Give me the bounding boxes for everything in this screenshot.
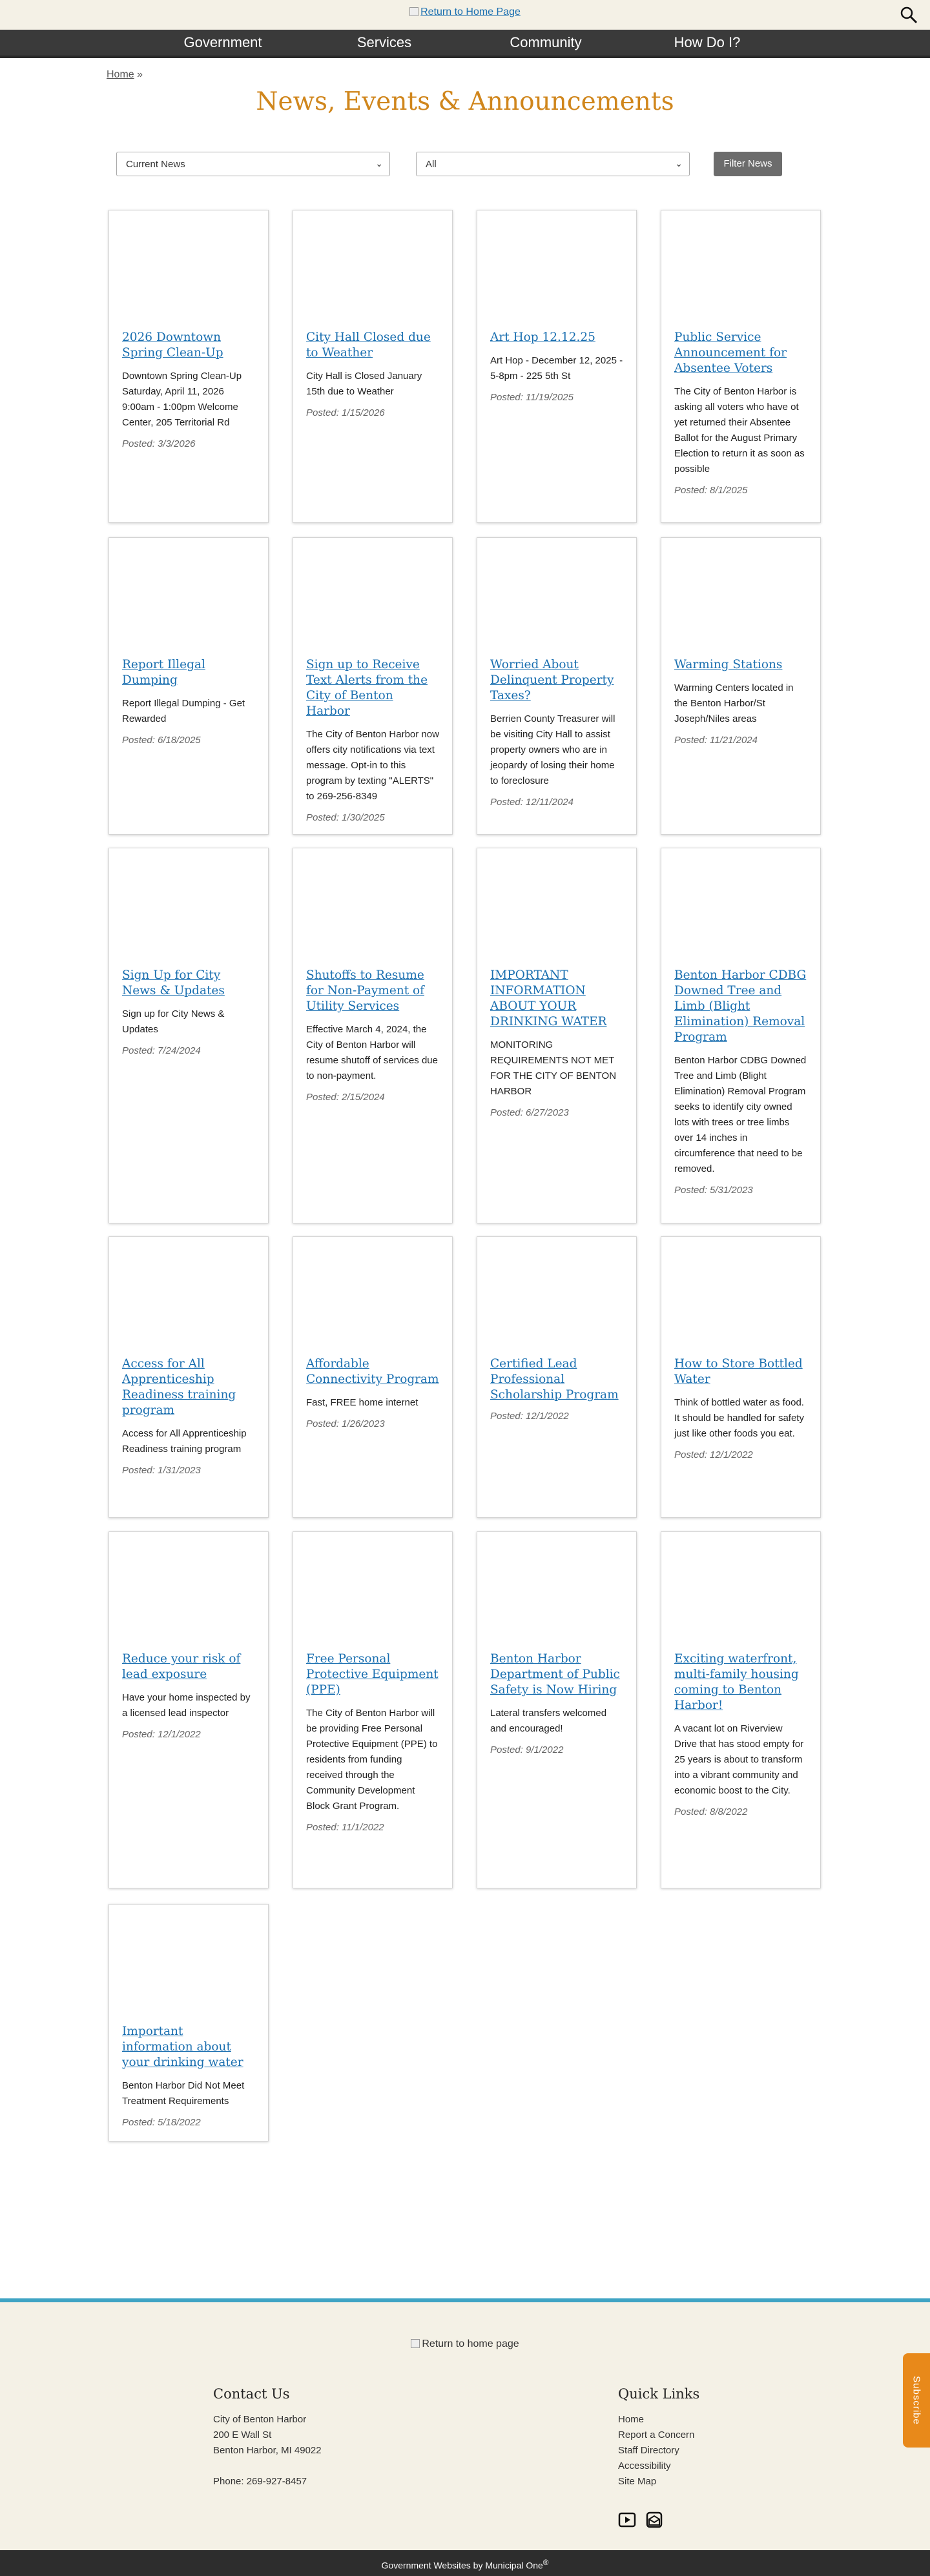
news-card-image[interactable] [477,1237,636,1356]
tag-select[interactable] [416,152,690,176]
news-card-image[interactable] [661,1532,820,1651]
social-links [618,2511,663,2529]
news-card-description: The City of Benton Harbor is asking all voters who have ot yet returned their Absentee Ballot for the August Primary Election to return it as soon as possible [674,386,805,475]
nav-how-do-i[interactable]: How Do I? [674,34,741,50]
home-logo-alt-text[interactable]: Return to Home Page [420,6,521,17]
nav-community[interactable]: Community [510,34,582,50]
news-card-title[interactable]: Report Illegal Dumping [122,658,205,687]
contact-line: City of Benton Harbor [213,2414,307,2425]
news-card-image[interactable] [477,538,636,657]
tag-select-value: All [426,159,437,170]
news-card-title[interactable]: Worried About Delinquent Property Taxes? [490,658,614,702]
news-card-posted-date: Posted: 8/1/2025 [674,485,748,496]
news-card [477,537,637,835]
news-card-posted-date: Posted: 5/31/2023 [674,1185,753,1196]
news-card [108,210,269,523]
news-card-description: The City of Benton Harbor will be providing Free Personal Protective Equipment (PPE) to residents from funding received through the Community Development Block Grant Program. [306,1708,438,1812]
news-card-title[interactable]: Public Service Announcement for Absentee Voters [674,331,787,375]
news-card-posted-date: Posted: 1/26/2023 [306,1418,385,1429]
nav-services[interactable]: Services [356,34,412,50]
news-card [661,848,821,1223]
news-card-title[interactable]: Affordable Connectivity Program [306,1357,439,1386]
quick-links-section [618,2386,699,2489]
news-card-title[interactable]: Certified Lead Professional Scholarship Program [490,1357,619,1402]
news-card-description: Access for All Apprenticeship Readiness training program [122,1428,247,1455]
filter-news-button[interactable]: Filter News [714,152,782,176]
quick-links-heading: Quick Links [618,2386,700,2402]
news-card-title[interactable]: Sign up to Receive Text Alerts from the City of Benton Harbor [306,658,428,718]
news-card-description: City Hall is Closed January 15th due to Weather [306,371,422,397]
news-card-title[interactable]: Free Personal Protective Equipment (PPE) [306,1652,439,1697]
news-card-description: Benton Harbor CDBG Downed Tree and Limb (Blight Elimination) Removal Program seeks to identify city owned lots with trees or tree limbs over 14 inches in circumference that need to be removed. [674,1055,807,1174]
contact-heading: Contact Us [213,2386,290,2402]
news-card-image[interactable] [661,210,820,330]
category-select[interactable] [116,152,390,176]
quick-link-home[interactable]: Home [618,2414,645,2425]
bottom-bar [0,2550,930,2576]
news-card [477,210,637,523]
chevron-down-icon: ⌄ [375,158,383,169]
vendor-credit[interactable]: Government Websites by Municipal One [381,2560,543,2571]
news-card-title[interactable]: Reduce your risk of lead exposure [122,1652,241,1681]
home-logo-link[interactable] [0,6,930,18]
news-card [477,848,637,1223]
news-card-title[interactable]: IMPORTANT INFORMATION ABOUT YOUR DRINKING WATER [490,968,607,1028]
news-card [108,1904,269,2142]
news-card-title[interactable]: 2026 Downtown Spring Clean-Up [122,331,223,360]
broken-image-icon [409,7,418,16]
news-card-title[interactable]: Warming Stations [674,658,783,671]
chevron-down-icon: ⌄ [675,158,683,169]
news-card [108,537,269,835]
news-card-posted-date: Posted: 8/8/2022 [674,1806,748,1817]
news-card-posted-date: Posted: 1/15/2026 [306,407,385,418]
news-card-description: Downtown Spring Clean-Up Saturday, April 11, 2026 9:00am - 1:00pm Welcome Center, 205 Territorial Rd [122,371,242,428]
news-card [293,848,453,1223]
news-card-posted-date: Posted: 6/18/2025 [122,735,201,746]
news-card-posted-date: Posted: 3/3/2026 [122,438,196,449]
news-card [661,210,821,523]
search-icon[interactable] [899,5,918,25]
news-card-title[interactable]: Access for All Apprenticeship Readiness training program [122,1357,236,1417]
news-card-description: MONITORING REQUIREMENTS NOT MET FOR THE CITY OF BENTON HARBOR [490,1039,617,1097]
news-card-description: The City of Benton Harbor now offers city notifications via text message. Opt-in to this program by texting "ALERTS" to 269-256-8349 [306,729,439,802]
news-card-image[interactable] [661,848,820,968]
news-card-description: Have your home inspected by a licensed lead inspector [122,1692,251,1719]
news-card [293,210,453,523]
news-card-posted-date: Posted: 7/24/2024 [122,1045,201,1056]
breadcrumb-home-link[interactable]: Home [107,69,134,80]
news-card-image[interactable] [477,210,636,330]
quick-link-report-concern[interactable]: Report a Concern [618,2429,695,2440]
news-card-title[interactable]: Benton Harbor CDBG Downed Tree and Limb (Blight Elimination) Removal Program [674,968,807,1044]
footer [0,2298,930,2550]
news-card-title[interactable]: Benton Harbor Department of Public Safety is Now Hiring [490,1652,620,1697]
news-card-posted-date: Posted: 6/27/2023 [490,1107,569,1118]
news-card-description: A vacant lot on Riverview Drive that has stood empty for 25 years is about to transform into a vibrant community and economic boost to the City. [674,1723,804,1796]
news-card-title[interactable]: City Hall Closed due to Weather [306,331,431,360]
news-card-posted-date: Posted: 11/21/2024 [674,735,758,746]
news-card [293,537,453,835]
news-card-title[interactable]: Important information about your drinking water [122,2025,243,2069]
news-card-image[interactable] [661,538,820,657]
news-card-image[interactable] [109,210,268,330]
broken-image-icon [411,2339,420,2348]
news-card-posted-date: Posted: 2/15/2024 [306,1092,385,1103]
subscribe-button[interactable] [903,2353,930,2448]
newsletter-icon[interactable] [645,2511,663,2529]
news-card-description: Fast, FREE home internet [306,1397,418,1408]
news-card [293,1236,453,1518]
news-card-description: Effective March 4, 2024, the City of Benton Harbor will resume shutoff of services due to non-payment. [306,1024,438,1081]
news-card-description: Warming Centers located in the Benton Harbor/St Joseph/Niles areas [674,682,794,724]
news-card-description: Think of bottled water as food. It should be handled for safety just like other foods you eat. [674,1397,804,1439]
breadcrumb [107,69,143,81]
news-card-image[interactable] [109,1237,268,1356]
news-card-posted-date: Posted: 12/1/2022 [122,1729,201,1740]
quick-link-staff-directory[interactable]: Staff Directory [618,2445,679,2456]
news-card-image[interactable] [477,848,636,968]
news-card-image[interactable] [293,1532,452,1651]
news-card-description: Art Hop - December 12, 2025 - 5-8pm - 225 5th St [490,355,623,382]
news-card-posted-date: Posted: 9/1/2022 [490,1744,564,1755]
quick-link-accessibility[interactable]: Accessibility [618,2460,671,2471]
news-card-image[interactable] [109,848,268,968]
news-card [477,1531,637,1888]
news-card-posted-date: Posted: 12/11/2024 [490,797,574,808]
news-card-title[interactable]: Shutoffs to Resume for Non-Payment of Utility Services [306,968,425,1013]
news-card-posted-date: Posted: 11/19/2025 [490,392,574,403]
contact-line: Benton Harbor, MI 49022 [213,2445,322,2456]
news-card-title[interactable]: Art Hop 12.12.25 [490,331,595,344]
news-card-title[interactable]: Exciting waterfront, multi-family housing coming to Benton Harbor! [674,1652,799,1712]
registered-mark: ® [542,2559,549,2567]
news-card-description: Lateral transfers welcomed and encouraged! [490,1708,607,1734]
news-card-image[interactable] [109,538,268,657]
breadcrumb-separator: » [137,69,143,80]
main-nav [0,30,930,58]
news-card [108,848,269,1223]
news-card-image[interactable] [293,848,452,968]
news-card [477,1236,637,1518]
news-card [108,1531,269,1888]
news-card-title[interactable]: How to Store Bottled Water [674,1357,803,1386]
news-card [108,1236,269,1518]
news-card-title[interactable]: Sign Up for City News & Updates [122,968,225,997]
contact-phone[interactable]: Phone: 269-927-8457 [213,2476,307,2487]
news-card-description: Berrien County Treasurer will be visiting City Hall to assist property owners who are in jeopardy of losing their home to foreclosure [490,713,615,786]
news-card-posted-date: Posted: 1/31/2023 [122,1465,201,1476]
news-card [661,1236,821,1518]
news-card-image[interactable] [109,1905,268,2024]
news-card-posted-date: Posted: 11/1/2022 [306,1822,384,1833]
news-card-description: Sign up for City News & Updates [122,1008,225,1035]
news-card-image[interactable] [477,1532,636,1651]
youtube-icon[interactable] [618,2511,636,2529]
news-card-description: Report Illegal Dumping - Get Rewarded [122,698,245,724]
page-title: News, Events & Announcements [256,87,674,116]
nav-government[interactable]: Government [183,34,262,50]
contact-line: 200 E Wall St [213,2429,272,2440]
news-card-image[interactable] [293,210,452,330]
top-bar [0,0,930,30]
news-card [293,1531,453,1888]
news-card [661,1531,821,1888]
news-card [661,537,821,835]
news-card-image[interactable] [293,1237,452,1356]
news-card-posted-date: Posted: 5/18/2022 [122,2117,201,2128]
news-card-image[interactable] [109,1532,268,1651]
contact-section [213,2386,322,2489]
news-card-description: Benton Harbor Did Not Meet Treatment Requirements [122,2080,245,2107]
news-card-image[interactable] [661,1237,820,1356]
category-select-value: Current News [126,159,185,170]
news-filters [116,152,788,178]
footer-logo-link[interactable] [0,2338,930,2350]
subscribe-label: Subscribe [911,2376,922,2425]
news-card-posted-date: Posted: 12/1/2022 [674,1449,753,1460]
quick-link-site-map[interactable]: Site Map [618,2476,657,2487]
footer-logo-alt-text[interactable]: Return to home page [422,2338,519,2349]
news-card-posted-date: Posted: 1/30/2025 [306,812,385,823]
news-card-posted-date: Posted: 12/1/2022 [490,1411,569,1422]
news-card-image[interactable] [293,538,452,657]
